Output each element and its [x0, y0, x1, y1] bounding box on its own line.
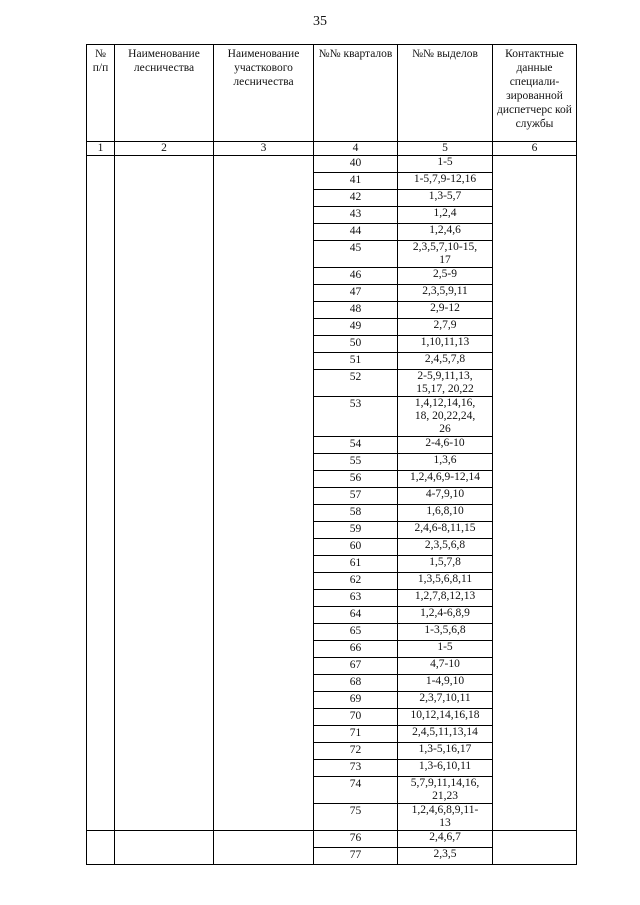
header-quarters: №№ кварталов — [314, 45, 398, 142]
vydels-cell: 1,2,4 — [398, 207, 493, 224]
column-number: 2 — [115, 142, 214, 156]
vydels-cell: 1,10,11,13 — [398, 336, 493, 353]
contacts-cell — [493, 156, 577, 831]
quarter-cell: 66 — [314, 641, 398, 658]
header-forestry-name: Наименование лесничества — [115, 45, 214, 142]
vydels-cell: 2,9-12 — [398, 302, 493, 319]
quarter-cell: 77 — [314, 848, 398, 865]
quarter-cell: 43 — [314, 207, 398, 224]
contacts-cell — [493, 831, 577, 865]
quarter-cell: 68 — [314, 675, 398, 692]
column-numbers-row — [87, 142, 577, 156]
vydels-cell: 1,2,4,6,8,9,11- 13 — [398, 804, 493, 831]
quarter-cell: 69 — [314, 692, 398, 709]
header-contacts: Контактные данные специали-зированной диспетчерс кой службы — [493, 45, 577, 142]
quarter-cell: 44 — [314, 224, 398, 241]
quarter-cell: 48 — [314, 302, 398, 319]
column-number: 1 — [87, 142, 115, 156]
column-number: 4 — [314, 142, 398, 156]
column-number: 6 — [493, 142, 577, 156]
vydels-cell: 2,4,6,7 — [398, 831, 493, 848]
quarter-cell: 62 — [314, 573, 398, 590]
quarter-cell: 50 — [314, 336, 398, 353]
quarter-cell: 46 — [314, 268, 398, 285]
vydels-cell: 1,6,8,10 — [398, 505, 493, 522]
header-vydels: №№ выделов — [398, 45, 493, 142]
vydels-cell: 4,7-10 — [398, 658, 493, 675]
vydels-cell: 2-4,6-10 — [398, 437, 493, 454]
forestry-name-cell — [115, 831, 214, 865]
vydels-cell: 5,7,9,11,14,16, 21,23 — [398, 777, 493, 804]
quarter-cell: 64 — [314, 607, 398, 624]
vydels-cell: 1,5,7,8 — [398, 556, 493, 573]
vydels-cell: 1,2,7,8,12,13 — [398, 590, 493, 607]
quarter-cell: 54 — [314, 437, 398, 454]
vydels-cell: 10,12,14,16,18 — [398, 709, 493, 726]
forestry-name-cell — [115, 156, 214, 831]
vydels-cell: 2,3,5,7,10-15, 17 — [398, 241, 493, 268]
forestry-table — [86, 44, 577, 865]
quarter-cell: 63 — [314, 590, 398, 607]
vydels-cell: 1,3-6,10,11 — [398, 760, 493, 777]
vydels-cell: 1-5,7,9-12,16 — [398, 173, 493, 190]
vydels-cell: 2,5-9 — [398, 268, 493, 285]
quarter-cell: 59 — [314, 522, 398, 539]
quarter-cell: 75 — [314, 804, 398, 831]
vydels-cell: 1,3-5,16,17 — [398, 743, 493, 760]
vydels-cell: 1-3,5,6,8 — [398, 624, 493, 641]
vydels-cell: 2,4,5,11,13,14 — [398, 726, 493, 743]
vydels-cell: 1,3,6 — [398, 454, 493, 471]
vydels-cell: 4-7,9,10 — [398, 488, 493, 505]
quarter-cell: 42 — [314, 190, 398, 207]
quarter-cell: 70 — [314, 709, 398, 726]
quarter-cell: 47 — [314, 285, 398, 302]
table-row — [87, 156, 577, 173]
quarter-cell: 71 — [314, 726, 398, 743]
table-header-row — [87, 45, 577, 142]
vydels-cell: 2,3,5,9,11 — [398, 285, 493, 302]
district-forestry-cell — [214, 156, 314, 831]
vydels-cell: 1-5 — [398, 156, 493, 173]
vydels-cell: 1,2,4,6,9-12,14 — [398, 471, 493, 488]
column-number: 5 — [398, 142, 493, 156]
vydels-cell: 1,4,12,14,16, 18, 20,22,24, 26 — [398, 397, 493, 437]
vydels-cell: 2,3,5 — [398, 848, 493, 865]
quarter-cell: 56 — [314, 471, 398, 488]
vydels-cell: 1-5 — [398, 641, 493, 658]
quarter-cell: 58 — [314, 505, 398, 522]
quarter-cell: 45 — [314, 241, 398, 268]
quarter-cell: 61 — [314, 556, 398, 573]
quarter-cell: 41 — [314, 173, 398, 190]
header-district-forestry-name: Наименование участкового лесничества — [214, 45, 314, 142]
vydels-cell: 2,4,6-8,11,15 — [398, 522, 493, 539]
quarter-cell: 74 — [314, 777, 398, 804]
table-row — [87, 831, 577, 848]
vydels-cell: 1,2,4-6,8,9 — [398, 607, 493, 624]
vydels-cell: 2,4,5,7,8 — [398, 353, 493, 370]
quarter-cell: 73 — [314, 760, 398, 777]
quarter-cell: 49 — [314, 319, 398, 336]
vydels-cell: 1,2,4,6 — [398, 224, 493, 241]
quarter-cell: 60 — [314, 539, 398, 556]
quarter-cell: 57 — [314, 488, 398, 505]
index-cell — [87, 156, 115, 831]
quarter-cell: 72 — [314, 743, 398, 760]
quarter-cell: 51 — [314, 353, 398, 370]
header-index: № п/п — [87, 45, 115, 142]
quarter-cell: 55 — [314, 454, 398, 471]
page-number: 35 — [313, 14, 327, 29]
quarter-cell: 40 — [314, 156, 398, 173]
vydels-cell: 2-5,9,11,13, 15,17, 20,22 — [398, 370, 493, 397]
district-forestry-cell — [214, 831, 314, 865]
vydels-cell: 2,3,7,10,11 — [398, 692, 493, 709]
quarter-cell: 53 — [314, 397, 398, 437]
column-number: 3 — [214, 142, 314, 156]
quarter-cell: 52 — [314, 370, 398, 397]
vydels-cell: 1,3,5,6,8,11 — [398, 573, 493, 590]
vydels-cell: 1-4,9,10 — [398, 675, 493, 692]
vydels-cell: 2,7,9 — [398, 319, 493, 336]
index-cell — [87, 831, 115, 865]
vydels-cell: 2,3,5,6,8 — [398, 539, 493, 556]
quarter-cell: 67 — [314, 658, 398, 675]
quarter-cell: 65 — [314, 624, 398, 641]
vydels-cell: 1,3-5,7 — [398, 190, 493, 207]
table-body — [87, 156, 577, 865]
quarter-cell: 76 — [314, 831, 398, 848]
